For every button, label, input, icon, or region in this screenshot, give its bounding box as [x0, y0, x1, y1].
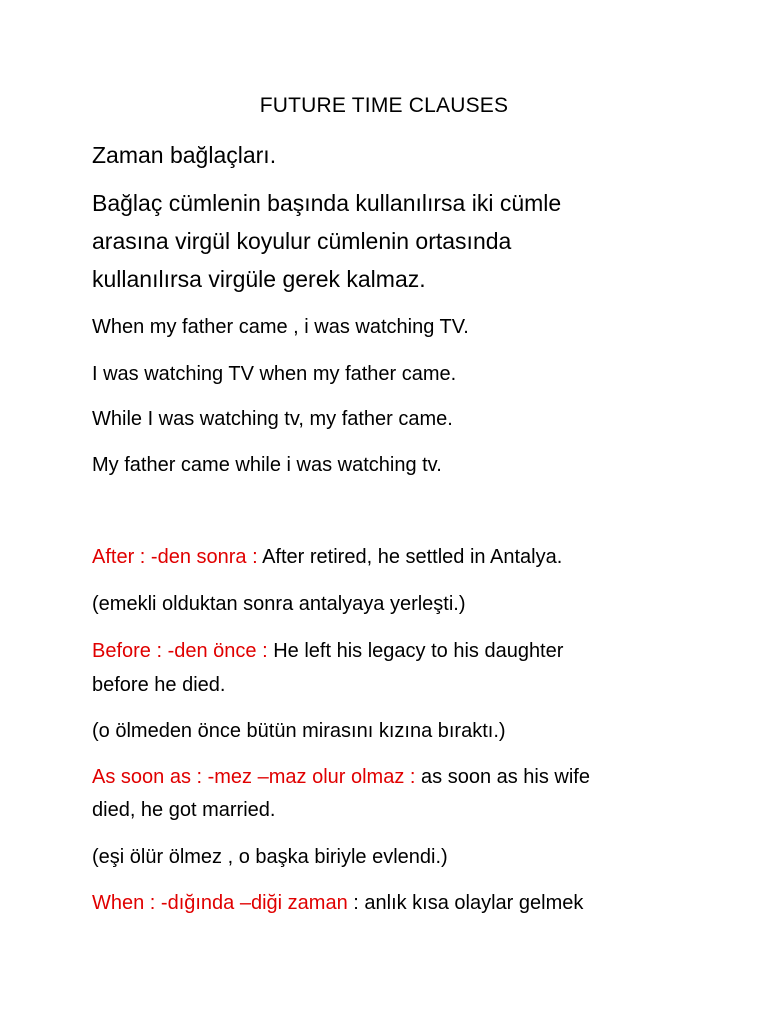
as-soon-as-sentence-line-1: as soon as his wife [421, 766, 590, 788]
after-translation: (emekli olduktan sonra antalyaya yerleşti.) [92, 593, 466, 615]
before-sentence-line-2: before he died. [92, 674, 226, 696]
before-translation: (o ölmeden önce bütün mirasını kızına bıraktı.) [92, 720, 506, 742]
after-sentence: After retired, he settled in Antalya. [262, 546, 563, 568]
rule-line-1: Bağlaç cümlenin başında kullanılırsa iki cümle [92, 190, 562, 216]
example-2: I was watching TV when my father came. [92, 363, 457, 385]
when-sentence: : anlık kısa olaylar gelmek [353, 892, 584, 914]
example-1: When my father came , i was watching TV. [92, 316, 469, 338]
before-entry [92, 641, 563, 661]
rule-line-3: kullanılırsa virgüle gerek kalmaz. [92, 266, 426, 292]
as-soon-as-translation: (eşi ölür ölmez , o başka biriyle evlendi.) [92, 846, 448, 868]
after-entry [92, 547, 562, 567]
example-4: My father came while i was watching tv. [92, 454, 442, 476]
page-title: FUTURE TIME CLAUSES [259, 94, 509, 117]
rule-line-2: arasına virgül koyulur cümlenin ortasında [92, 228, 512, 254]
when-entry [92, 893, 583, 913]
intro-heading: Zaman bağlaçları. [92, 142, 277, 168]
when-label: When : -dığında –diği zaman [92, 892, 354, 914]
before-sentence-line-1: He left his legacy to his daughter [273, 640, 564, 662]
example-3: While I was watching tv, my father came. [92, 408, 453, 430]
as-soon-as-sentence-line-2: died, he got married. [92, 799, 276, 821]
after-label: After : -den sonra : [92, 546, 263, 568]
as-soon-as-entry [92, 767, 590, 787]
as-soon-as-label: As soon as : -mez –maz olur olmaz : [92, 766, 422, 788]
before-label: Before : -den önce : [92, 640, 274, 662]
